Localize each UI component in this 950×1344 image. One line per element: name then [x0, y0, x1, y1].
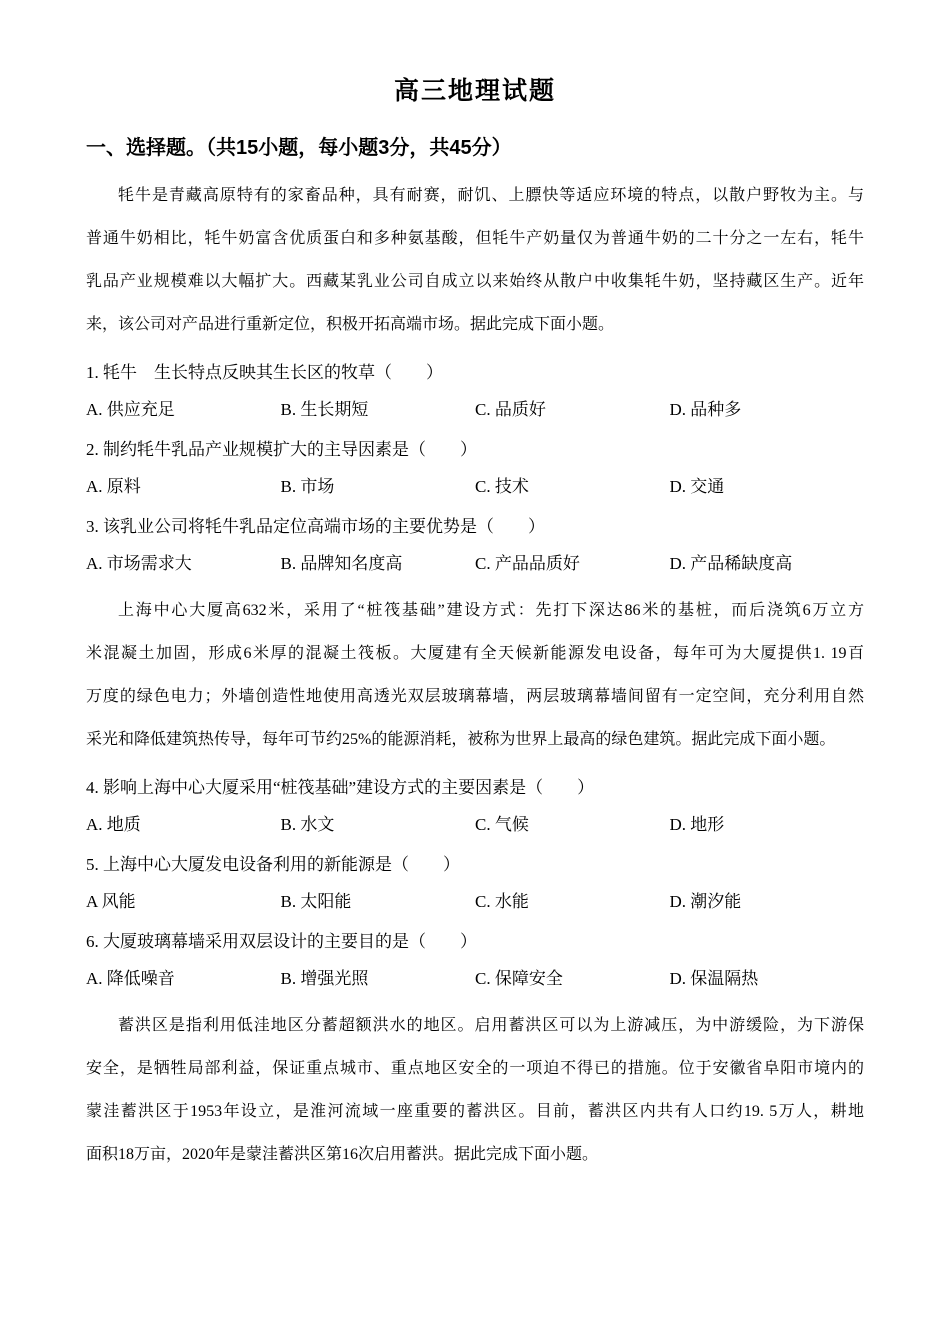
question-3-option-d: D. 产品稀缺度高 — [669, 554, 793, 573]
page-title: 高三地理试题 — [393, 77, 556, 105]
question-3-options — [86, 551, 864, 577]
question-4-options — [86, 812, 864, 838]
passage-line: 万度的绿色电力；外墙创造性地使用高透光双层玻璃幕墙，两层玻璃幕墙间留有一定空间，充分利用自然 — [86, 688, 864, 705]
passage-line: 牦牛是青藏高原特有的家畜品种，具有耐赛，耐饥、上膘快等适应环境的特点，以散户野牧为主。与 — [118, 187, 864, 204]
question-6-option-b: B. 增强光照 — [280, 969, 369, 988]
question-3 — [86, 514, 864, 577]
question-4 — [86, 775, 864, 838]
question-2-option-d: D. 交通 — [669, 477, 725, 496]
passage-line: 蒙洼蓄洪区于1953年设立，是淮河流域一座重要的蓄洪区。目前，蓄洪区内共有人口约19. 5万人，耕地 — [86, 1103, 864, 1120]
passage-line: 乳品产业规模难以大幅扩大。西藏某乳业公司自成立以来始终从散户中收集牦牛奶，坚持藏区生产。近年 — [86, 273, 864, 290]
passage-line: 采光和降低建筑热传导，每年可节约25%的能源消耗，被称为世界上最高的绿色建筑。据此完成下面小题。 — [86, 731, 836, 748]
question-5-option-d: D. 潮汐能 — [669, 892, 742, 911]
question-5-option-b: B. 太阳能 — [280, 892, 352, 911]
question-1-option-a: A. 供应充足 — [86, 400, 175, 419]
question-5-option-a: A 风能 — [86, 892, 136, 911]
question-2-stem: 2. 制约牦牛乳品产业规模扩大的主导因素是（ ） — [86, 440, 477, 459]
passage-line: 米混凝土加固，形成6米厚的混凝土筏板。大厦建有全天候新能源发电设备，每年可为大厦提供1. 19百 — [86, 645, 864, 662]
question-1-option-d: D. 品种多 — [669, 400, 742, 419]
passage-flood-storage — [86, 1004, 864, 1176]
question-4-option-b: B. 水文 — [280, 815, 335, 834]
question-1 — [86, 360, 864, 423]
question-6-option-a: A. 降低噪音 — [86, 969, 175, 988]
question-4-option-c: C. 气候 — [475, 815, 529, 834]
passage-line: 面积18万亩，2020年是蒙洼蓄洪区第16次启用蓄洪。据此完成下面小题。 — [86, 1146, 599, 1163]
passage-line: 普通牛奶相比，牦牛奶富含优质蛋白和多种氨基酸，但牦牛产奶量仅为普通牛奶的二十分之一左右，牦牛 — [86, 230, 864, 247]
passage-line: 上海中心大厦高632米，采用了“桩筏基础”建设方式：先打下深达86米的基桩，而后浇筑6万立方 — [118, 602, 864, 619]
passage-line: 蓄洪区是指利用低洼地区分蓄超额洪水的地区。启用蓄洪区可以为上游减压，为中游缓险，为下游保 — [118, 1017, 864, 1034]
question-6 — [86, 929, 864, 992]
passage-line: 安全，是牺牲局部利益，保证重点城市、重点地区安全的一项迫不得已的措施。位于安徽省阜阳市境内的 — [86, 1060, 864, 1077]
question-1-option-c: C. 品质好 — [475, 400, 546, 419]
section-heading: 一、选择题。（共15小题，每小题3分，共45分） — [86, 137, 512, 159]
question-6-option-c: C. 保障安全 — [475, 969, 563, 988]
question-6-stem: 6. 大厦玻璃幕墙采用双层设计的主要目的是（ ） — [86, 932, 477, 951]
passage-yak-milk — [86, 174, 864, 346]
question-2-option-a: A. 原料 — [86, 477, 141, 496]
question-3-option-b: B. 品牌知名度高 — [280, 554, 403, 573]
question-6-options — [86, 966, 864, 992]
question-2 — [86, 437, 864, 500]
question-4-option-d: D. 地形 — [669, 815, 725, 834]
question-5 — [86, 852, 864, 915]
question-4-option-a: A. 地质 — [86, 815, 141, 834]
question-3-stem: 3. 该乳业公司将牦牛乳品定位高端市场的主要优势是（ ） — [86, 517, 545, 536]
question-5-stem: 5. 上海中心大厦发电设备利用的新能源是（ ） — [86, 855, 460, 874]
question-2-options — [86, 474, 864, 500]
question-1-option-b: B. 生长期短 — [280, 400, 369, 419]
question-3-option-c: C. 产品品质好 — [475, 554, 580, 573]
passage-shanghai-tower — [86, 589, 864, 761]
question-6-option-d: D. 保温隔热 — [669, 969, 759, 988]
question-4-stem: 4. 影响上海中心大厦采用“桩筏基础”建设方式的主要因素是（ ） — [86, 778, 595, 797]
question-5-option-c: C. 水能 — [475, 892, 529, 911]
question-5-options — [86, 889, 864, 915]
question-2-option-c: C. 技术 — [475, 477, 529, 496]
question-1-stem: 1. 牦牛 生长特点反映其生长区的牧草（ ） — [86, 363, 443, 382]
passage-line: 来，该公司对产品进行重新定位，积极开拓高端市场。据此完成下面小题。 — [86, 316, 615, 333]
question-1-options — [86, 397, 864, 423]
question-2-option-b: B. 市场 — [280, 477, 335, 496]
question-3-option-a: A. 市场需求大 — [86, 554, 192, 573]
